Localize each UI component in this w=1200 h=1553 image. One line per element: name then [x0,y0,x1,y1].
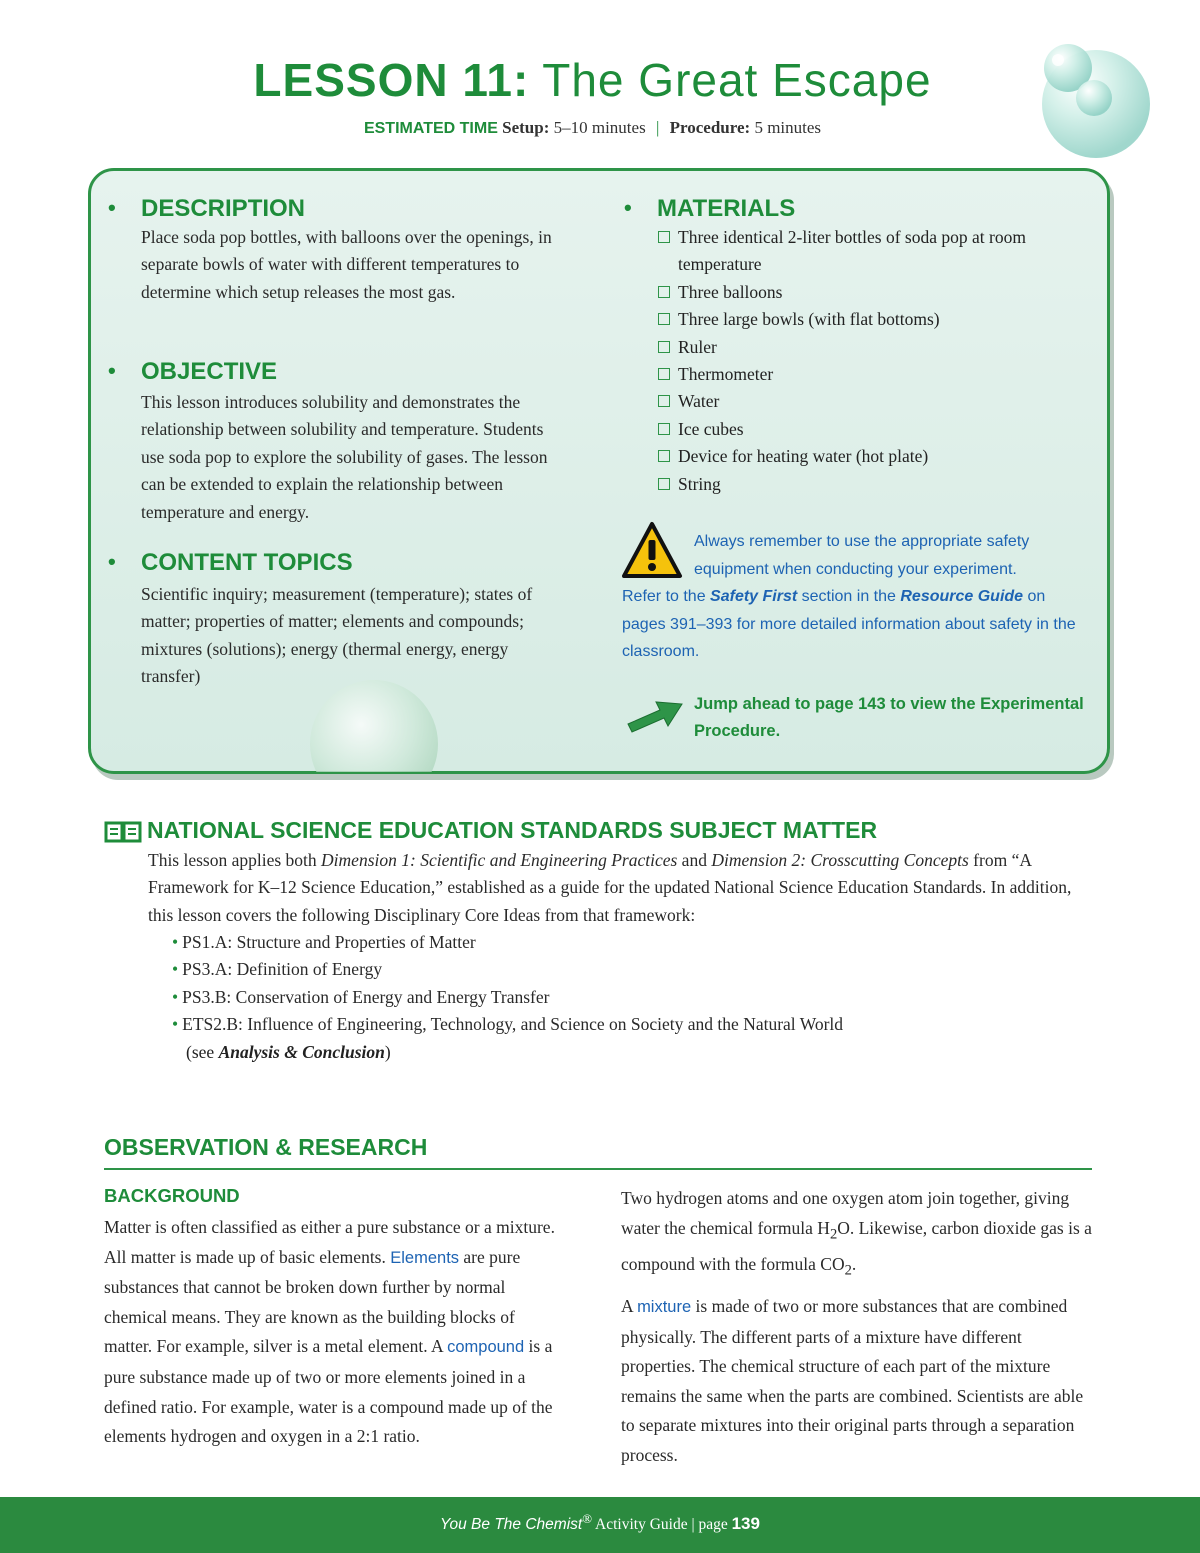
background-left-column: Matter is often classified as either a pure substance or a mixture. All matter is made up of basic elements. Elements are pure substances that cannot be broken down further by normal chemical means. They are known as the building blocks of matter. For example, silver is a metal element. A compound is a pure substance made up of two or more elements joined in a defined ratio. For example, water is a compound made up of the elements hydrogen and oxygen in a 2:1 ratio. [104,1217,555,1447]
safety-line-1: Always remember to use the appropriate safety [694,533,1030,550]
materials-item: Water [658,388,1098,415]
term-compound: compound [447,1338,525,1357]
term-mixture: mixture [637,1298,692,1316]
bullet-icon: • [108,195,116,220]
materials-item: Ice cubes [658,416,1098,443]
description-heading: DESCRIPTION [141,195,306,222]
standards-intro: This lesson applies both Dimension 1: Scientific and Engineering Practices and Dimension 2: Crosscutting Concepts from “A Framework for K–12 Science Education,” established as a guide for the updated National Science Education Standards. In addition, this lesson covers the following Disciplinary Core Ideas from that framework: [148,850,1072,925]
bullet-icon: • [624,195,632,220]
time-separator: | [655,118,660,137]
checkbox-icon [658,231,670,243]
objective-heading: OBJECTIVE [141,358,278,385]
description-text: Place soda pop bottles, with balloons over the openings, in separate bowls of water with different temperatures to determine which setup releases the most gas. [141,227,552,302]
core-idea-item: • ETS2.B: Influence of Engineering, Technology, and Science on Society and the Natural World [172,1014,844,1035]
setup-value: 5–10 minutes [553,118,646,137]
book-icon [104,820,142,844]
standards-heading: NATIONAL SCIENCE EDUCATION STANDARDS SUBJECT MATTER [147,817,878,843]
page-footer: You Be The Chemist® Activity Guide | page 139 [0,1497,1200,1553]
materials-item: Device for heating water (hot plate) [658,443,1098,470]
materials-item: Three balloons [658,279,1098,306]
estimated-time-label: ESTIMATED TIME [363,120,498,137]
footer-brand: You Be The Chemist [440,1516,583,1534]
checkbox-icon [658,286,670,298]
core-ideas-list [172,929,1072,1039]
materials-heading: MATERIALS [657,195,796,222]
core-idea-item: • PS3.A: Definition of Energy [172,959,383,980]
dimension-1: Dimension 1: Scientific and Engineering Practices [321,850,678,870]
materials-item: Thermometer [658,361,1098,388]
safety-line-2: equipment when conducting your experiment. [694,560,1017,578]
background-right-column: Two hydrogen atoms and one oxygen atom join together, giving water the chemical formula $H_2O$. Likewise, carbon dioxide gas is a compound with the formula $CO_2$. [621,1188,1092,1279]
mixture-paragraph: A mixture is made of two or more substances that are combined physically. The different parts of a mixture have different properties. The chemical structure of each part of the mixture remains the same when the parts are combined. Scientists are able to separate mixtures into their original parts through a separation process. [621,1296,1084,1465]
background-heading: BACKGROUND [104,1185,240,1206]
checkbox-icon [658,368,670,380]
checkbox-icon [658,313,670,325]
jump-ahead-link[interactable]: Jump ahead to page 143 to view the Experimental Procedure. [694,695,1084,740]
core-idea-item: • PS3.B: Conservation of Energy and Energy Transfer [172,986,550,1007]
core-idea-item: • PS1.A: Structure and Properties of Matter [172,932,476,952]
arrow-right-icon [624,694,686,734]
procedure-value: 5 minutes [754,118,822,137]
checkbox-icon [658,478,670,490]
estimated-time [0,116,1185,141]
observation-heading: OBSERVATION & RESEARCH [104,1134,428,1160]
term-elements: Elements [390,1248,460,1267]
checkbox-icon [658,423,670,435]
section-divider [104,1168,1092,1170]
checkbox-icon [658,341,670,353]
lesson-title [0,52,1185,108]
analysis-conclusion-ref: Analysis & Conclusion [218,1042,385,1062]
procedure-label: Procedure: [669,118,751,137]
bullet-icon: • [108,358,116,383]
objective-text: This lesson introduces solubility and demonstrates the relationship between solubility and temperature. Students use soda pop to explore the solubility of gases. The lesson can be extended to explain the relationship between temperature and energy. [141,392,548,522]
lesson-number: LESSON 11: [253,54,530,106]
safety-note: Always remember to use the appropriate safety equipment when conducting your experiment. Refer to the Safety First section in the Resource Guide on pages 391–393 for more detailed information about safety in the classroom. [622,528,1092,666]
lesson-name: The Great Escape [542,54,932,106]
dimension-2: Dimension 2: Crosscutting Concepts [711,850,969,870]
content-topics-text: Scientific inquiry; measurement (temperature); states of matter; properties of matter; elements and compounds; mixtures (solutions); energy (thermal energy, energy transfer) [141,584,533,687]
checkbox-icon [658,395,670,407]
safety-first-ref: Safety First [710,588,798,605]
page-number: 139 [731,1514,760,1534]
materials-item: String [658,471,1098,498]
resource-guide-ref: Resource Guide [900,588,1024,605]
materials-item: Ruler [658,334,1098,361]
materials-item: Three identical 2-liter bottles of soda pop at room temperature [658,224,1098,279]
materials-item: Three large bowls (with flat bottoms) [658,306,1098,333]
checkbox-icon [658,450,670,462]
bullet-icon: • [108,549,116,574]
see-reference: (see Analysis & Conclusion) [186,1042,391,1062]
content-topics-heading: CONTENT TOPICS [141,549,353,576]
setup-label: Setup: [502,118,550,137]
materials-list [658,224,1098,498]
